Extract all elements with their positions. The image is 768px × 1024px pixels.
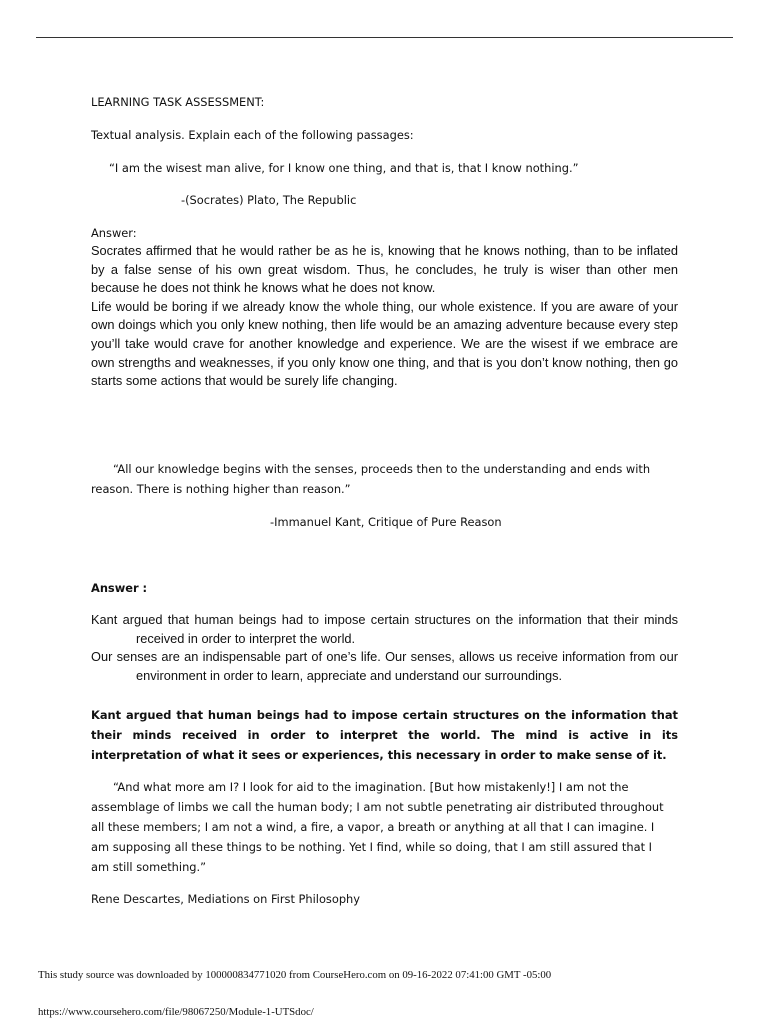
assessment-title: LEARNING TASK ASSESSMENT: [91,95,265,109]
kant-bold-summary: Kant argued that human beings had to impose certain structures on the information that their minds received in order to interpret the world. The mind is active in its interpretation of what it sees or experiences, this necessary in order to make sense of it. [91,708,678,762]
kant-quote: “All our knowledge begins with the senses, proceeds then to the understanding and ends with reason. There is nothing higher than reason.” [91,462,651,496]
download-notice: This study source was downloaded by 100000834771020 from CourseHero.com on 09-16-2022 07:41:00 GMT -05:00 [38,969,552,981]
source-url-link[interactable]: https://www.coursehero.com/file/98067250/Module-1-UTSdoc/ [38,1006,314,1018]
socrates-attribution: -(Socrates) Plato, The Republic [181,193,357,207]
socrates-quote: “I am the wisest man alive, for I know one thing, and that is, that I know nothing.” [109,161,579,175]
kant-attribution: -Immanuel Kant, Critique of Pure Reason [270,515,502,529]
answer-label-2: Answer : [91,581,148,595]
answer-1-paragraph-1: Socrates affirmed that he would rather be as he is, knowing that he knows nothing, than to be inflated by a false sense of his own great wisdom. Thus, he concludes, he truly is wiser than other men because he does not think he knows what he does not know. [91,243,678,296]
top-divider [36,37,733,38]
answer-2-paragraph-1: Kant argued that human beings had to impose certain structures on the information that their minds received in order to interpret the world. [91,612,678,646]
descartes-quote: “And what more am I? I look for aid to the imagination. [But how mistakenly!] I am not the assemblage of limbs we call the human body; I am not subtle penetrating air distributed throughout all these members; I am not a wind, a fire, a vapor, a breath or anything at all that I can imagine. I am supposing all these things to be nothing. Yet I find, while so doing, that I am still assured that I am still something.” [91,780,664,874]
descartes-attribution: Rene Descartes, Mediations on First Philosophy [91,892,361,906]
instruction-text: Textual analysis. Explain each of the following passages: [91,128,414,142]
answer-label-1: Answer: [91,226,137,240]
answer-2-body [91,611,678,685]
answer-1-body [91,242,678,391]
answer-1-paragraph-2: Life would be boring if we already know the whole thing, our whole existence. If you are aware of your own doings which you only knew nothing, then life would be an amazing adventure because every step you’ll take would crave for another knowledge and experience. We are the wisest if we embrace are own strengths and weaknesses, if you only know one thing, and that is you don’t know nothing, then go starts some actions that would be surely life changing. [91,298,678,389]
answer-2-paragraph-2: Our senses are an indispensable part of one’s life. Our senses, allows us receive information from our environment in order to learn, appreciate and understand our surroundings. [91,649,678,683]
